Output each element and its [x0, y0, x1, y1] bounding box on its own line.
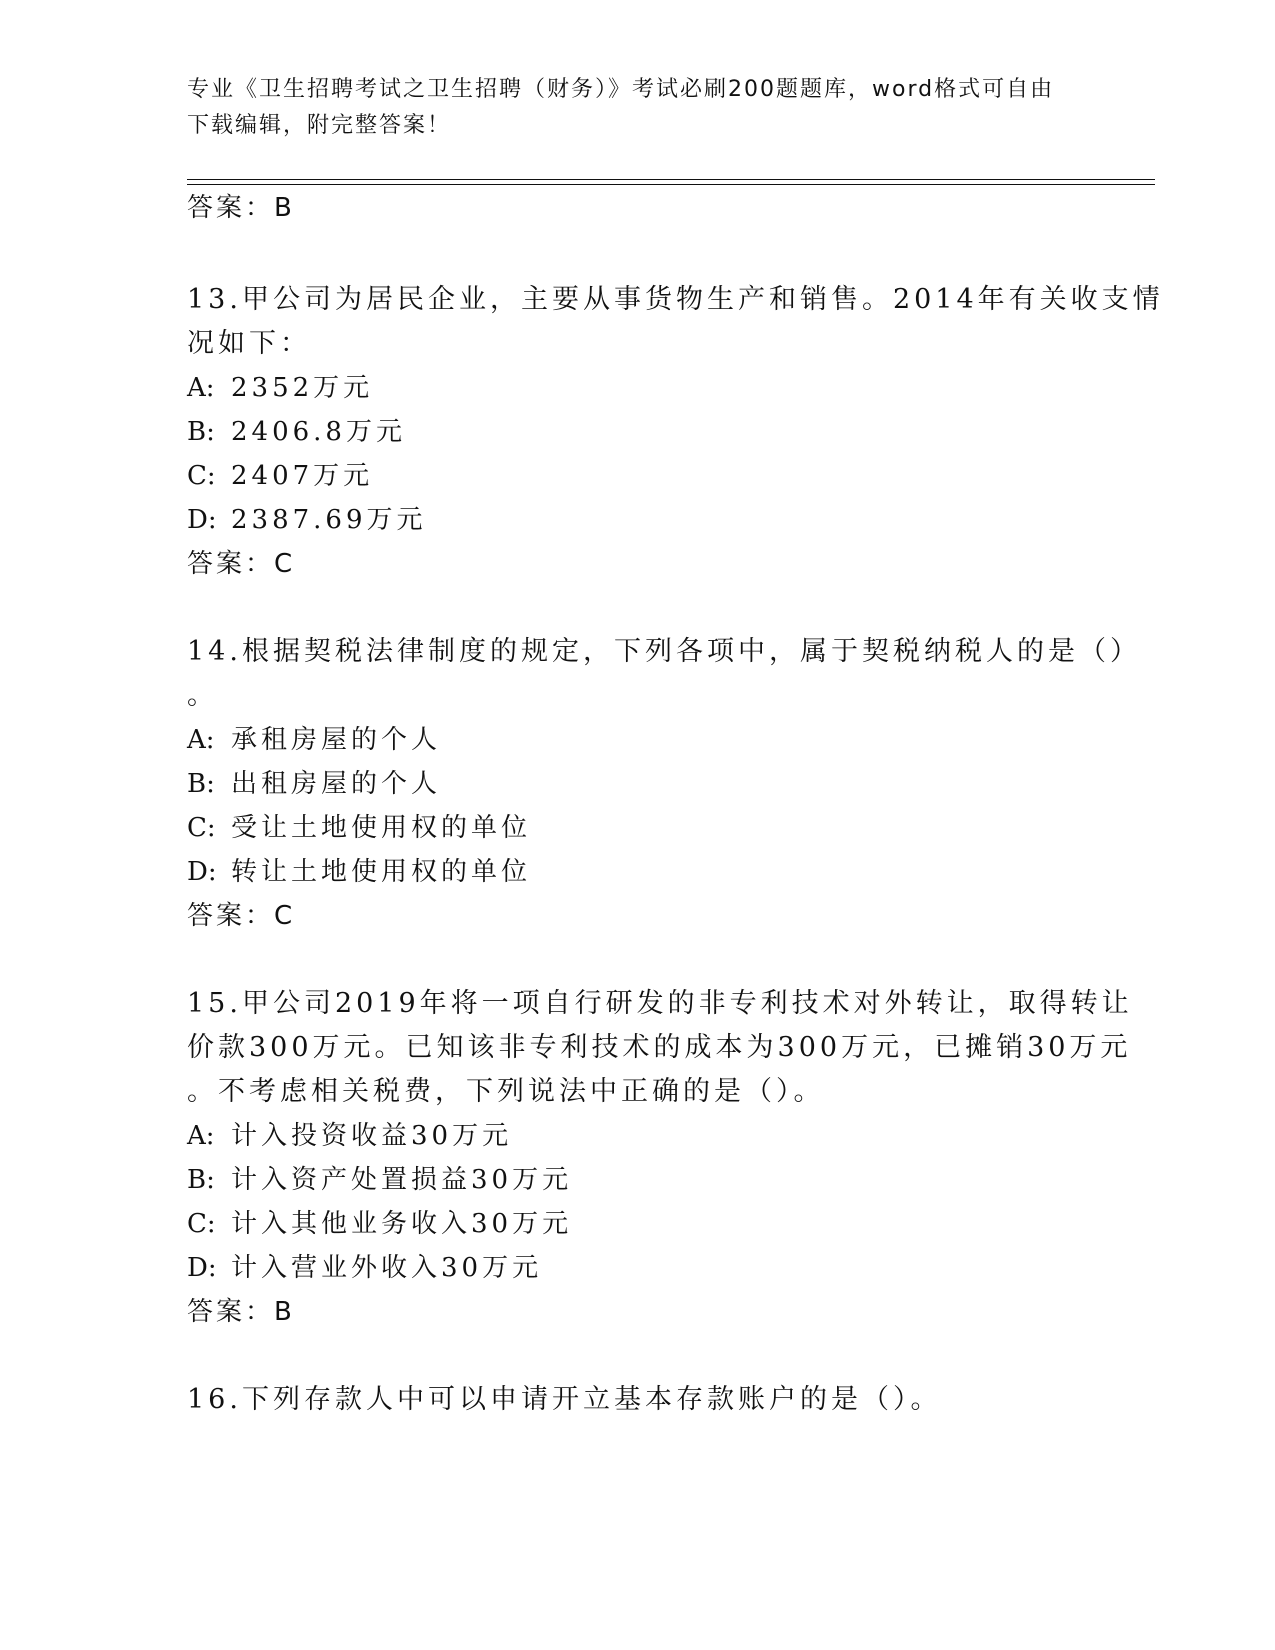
- question-14-answer: 答案：C: [187, 901, 296, 931]
- question-14-option-c: [187, 810, 531, 846]
- option-text: 计入其他业务收入30万元: [231, 1209, 573, 1239]
- question-13-line-1: 13.甲公司为居民企业，主要从事货物生产和销售。2014年有关收支情: [187, 284, 1164, 315]
- option-text: 2352万元: [231, 373, 374, 403]
- option-letter: C:: [187, 461, 216, 491]
- question-13-answer: 答案：C: [187, 549, 296, 579]
- document-header: 专业《卫生招聘考试之卫生招聘（财务）》考试必刷200题题库，word格式可自由下载编辑，附完整答案！: [187, 77, 1055, 138]
- question-15-answer: 答案：B: [187, 1297, 295, 1327]
- question-15-option-a: [187, 1118, 512, 1154]
- option-text: 转让土地使用权的单位: [231, 857, 532, 887]
- option-letter: A:: [187, 725, 215, 755]
- question-14-line-2: 。: [187, 680, 218, 711]
- option-letter: A:: [187, 373, 215, 403]
- header-rule-bottom: [187, 184, 1155, 185]
- option-text: 受让土地使用权的单位: [231, 813, 532, 843]
- question-16-line-1: 16.下列存款人中可以申请开立基本存款账户的是（）。: [187, 1384, 942, 1415]
- option-text: 出租房屋的个人: [231, 769, 442, 799]
- option-text: 计入资产处置损益30万元: [231, 1165, 573, 1195]
- option-text: 2407万元: [231, 461, 374, 491]
- question-15-line-2: 价款300万元。已知该非专利技术的成本为300万元，已摊销30万元: [187, 1032, 1132, 1063]
- option-letter: A:: [187, 1121, 215, 1151]
- header-rule-top: [187, 179, 1155, 180]
- question-14-option-a: [187, 722, 441, 758]
- option-letter: B:: [187, 1165, 215, 1195]
- question-13-option-c: [187, 458, 373, 494]
- previous-answer: 答案：B: [187, 193, 295, 223]
- option-text: 计入营业外收入30万元: [231, 1253, 543, 1283]
- option-text: 2387.69万元: [231, 505, 427, 535]
- question-13-option-a: [187, 370, 373, 406]
- option-letter: B:: [187, 769, 215, 799]
- option-letter: B:: [187, 417, 215, 447]
- question-14-line-1: 14.根据契税法律制度的规定，下列各项中，属于契税纳税人的是（）: [187, 636, 1141, 667]
- question-15-option-c: [187, 1206, 572, 1242]
- question-13-option-d: [187, 502, 427, 538]
- option-letter: D:: [187, 857, 217, 887]
- option-text: 承租房屋的个人: [231, 725, 442, 755]
- question-15-line-1: 15.甲公司2019年将一项自行研发的非专利技术对外转让，取得转让: [187, 988, 1133, 1019]
- question-15-option-d: [187, 1250, 542, 1286]
- option-letter: D:: [187, 1253, 217, 1283]
- question-13-line-2: 况如下：: [187, 328, 311, 359]
- option-text: 计入投资收益30万元: [231, 1121, 513, 1151]
- option-text: 2406.8万元: [231, 417, 406, 447]
- question-13-option-b: [187, 414, 406, 450]
- option-letter: C:: [187, 813, 216, 843]
- question-14-option-d: [187, 854, 531, 890]
- option-letter: D:: [187, 505, 217, 535]
- question-14-option-b: [187, 766, 441, 802]
- option-letter: C:: [187, 1209, 216, 1239]
- question-15-line-3: 。不考虑相关税费，下列说法中正确的是（）。: [187, 1076, 825, 1107]
- question-15-option-b: [187, 1162, 572, 1198]
